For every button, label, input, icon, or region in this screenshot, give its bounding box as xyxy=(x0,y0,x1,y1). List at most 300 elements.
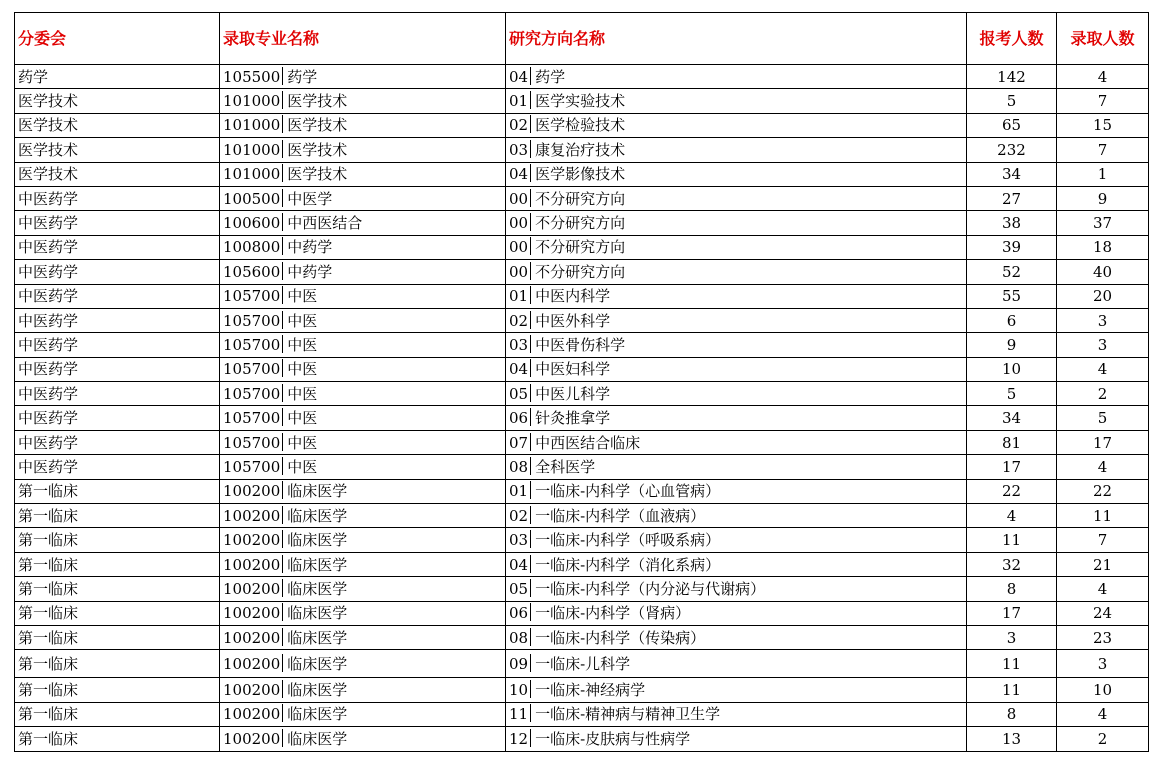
major-name: 中医 xyxy=(287,287,318,306)
applicants-cell: 10 xyxy=(967,357,1057,381)
direction-name: 中医妇科学 xyxy=(535,360,611,379)
admitted-cell: 10 xyxy=(1057,678,1149,702)
admitted-cell: 23 xyxy=(1057,625,1149,649)
header-major: 录取专业名称 xyxy=(220,13,506,65)
direction-code: 00 xyxy=(509,262,529,281)
committee-cell xyxy=(15,113,220,137)
committee-cell xyxy=(15,504,220,528)
major-code: 100200 xyxy=(223,681,281,700)
major-code: 100600 xyxy=(223,214,281,233)
applicants-cell: 13 xyxy=(967,727,1057,751)
major-cell xyxy=(220,138,506,162)
cell-divider xyxy=(282,457,283,475)
major-cell xyxy=(220,727,506,751)
table-row xyxy=(15,455,1149,479)
admitted-cell: 3 xyxy=(1057,308,1149,332)
major-cell xyxy=(220,284,506,308)
cell-divider xyxy=(530,704,531,722)
cell-divider xyxy=(530,359,531,377)
major-cell xyxy=(220,504,506,528)
major-code: 100200 xyxy=(223,628,281,647)
major-name: 中药学 xyxy=(287,238,333,257)
cell-divider xyxy=(530,530,531,548)
major-name: 医学技术 xyxy=(287,92,348,111)
committee-text: 第一临床 xyxy=(18,654,79,673)
major-code: 100500 xyxy=(223,189,281,208)
committee-text: 第一临床 xyxy=(18,628,79,647)
major-cell xyxy=(220,357,506,381)
committee-cell xyxy=(15,65,220,89)
direction-name: 康复治疗技术 xyxy=(535,140,626,159)
cell-divider xyxy=(530,680,531,698)
major-code: 100200 xyxy=(223,604,281,623)
direction-code: 08 xyxy=(509,628,529,647)
table-row xyxy=(15,113,1149,137)
committee-cell xyxy=(15,625,220,649)
applicants-cell: 55 xyxy=(967,284,1057,308)
committee-text: 中医药学 xyxy=(18,238,79,257)
direction-cell xyxy=(506,577,967,601)
direction-cell xyxy=(506,357,967,381)
cell-divider xyxy=(282,237,283,255)
major-cell xyxy=(220,650,506,678)
admitted-cell: 7 xyxy=(1057,138,1149,162)
direction-name: 医学实验技术 xyxy=(535,92,626,111)
direction-cell xyxy=(506,333,967,357)
committee-cell xyxy=(15,138,220,162)
major-name: 中医 xyxy=(287,409,318,428)
committee-text: 中医药学 xyxy=(18,409,79,428)
direction-code: 07 xyxy=(509,433,529,452)
table-row xyxy=(15,702,1149,726)
direction-name: 一临床-内科学（消化系病） xyxy=(535,555,721,574)
cell-divider xyxy=(530,481,531,499)
direction-code: 10 xyxy=(509,681,529,700)
major-code: 101000 xyxy=(223,140,281,159)
direction-name: 不分研究方向 xyxy=(535,238,626,257)
cell-divider xyxy=(282,555,283,573)
cell-divider xyxy=(282,628,283,646)
major-cell xyxy=(220,308,506,332)
cell-divider xyxy=(530,67,531,85)
direction-name: 一临床-神经病学 xyxy=(535,681,646,700)
direction-name: 一临床-内科学（心血管病） xyxy=(535,482,721,501)
direction-name: 一临床-内科学（内分泌与代谢病） xyxy=(535,579,766,598)
committee-cell xyxy=(15,235,220,259)
direction-code: 09 xyxy=(509,654,529,673)
major-cell xyxy=(220,702,506,726)
cell-divider xyxy=(282,530,283,548)
applicants-cell: 8 xyxy=(967,577,1057,601)
direction-cell xyxy=(506,702,967,726)
table-row xyxy=(15,504,1149,528)
committee-text: 药学 xyxy=(18,67,49,86)
direction-cell xyxy=(506,430,967,454)
direction-cell xyxy=(506,260,967,284)
cell-divider xyxy=(282,359,283,377)
applicants-cell: 5 xyxy=(967,382,1057,406)
major-name: 医学技术 xyxy=(287,140,348,159)
admitted-cell: 40 xyxy=(1057,260,1149,284)
major-code: 105700 xyxy=(223,311,281,330)
applicants-cell: 39 xyxy=(967,235,1057,259)
major-name: 临床医学 xyxy=(287,628,348,647)
major-name: 中医学 xyxy=(287,189,333,208)
major-cell xyxy=(220,211,506,235)
major-code: 100200 xyxy=(223,654,281,673)
direction-code: 04 xyxy=(509,360,529,379)
applicants-cell: 27 xyxy=(967,186,1057,210)
cell-divider xyxy=(282,164,283,182)
header-admitted: 录取人数 xyxy=(1057,13,1149,65)
header-committee: 分委会 xyxy=(15,13,220,65)
major-name: 医学技术 xyxy=(287,165,348,184)
cell-divider xyxy=(530,628,531,646)
direction-cell xyxy=(506,650,967,678)
applicants-cell: 4 xyxy=(967,504,1057,528)
admitted-cell: 1 xyxy=(1057,162,1149,186)
major-name: 临床医学 xyxy=(287,705,348,724)
cell-divider xyxy=(530,189,531,207)
admitted-cell: 4 xyxy=(1057,357,1149,381)
table-row xyxy=(15,186,1149,210)
committee-cell xyxy=(15,678,220,702)
committee-cell xyxy=(15,89,220,113)
cell-divider xyxy=(282,408,283,426)
direction-cell xyxy=(506,552,967,576)
committee-cell xyxy=(15,382,220,406)
admitted-cell: 17 xyxy=(1057,430,1149,454)
direction-name: 中医儿科学 xyxy=(535,384,611,403)
major-code: 105700 xyxy=(223,457,281,476)
admitted-cell: 4 xyxy=(1057,455,1149,479)
direction-cell xyxy=(506,186,967,210)
major-code: 105700 xyxy=(223,360,281,379)
major-code: 100800 xyxy=(223,238,281,257)
committee-cell xyxy=(15,308,220,332)
committee-cell xyxy=(15,284,220,308)
table-row xyxy=(15,601,1149,625)
admitted-cell: 3 xyxy=(1057,650,1149,678)
cell-divider xyxy=(530,433,531,451)
committee-cell xyxy=(15,650,220,678)
admissions-table xyxy=(14,12,1149,752)
cell-divider xyxy=(282,654,283,672)
table-row xyxy=(15,430,1149,454)
applicants-cell: 3 xyxy=(967,625,1057,649)
cell-divider xyxy=(530,335,531,353)
direction-code: 11 xyxy=(509,705,529,724)
direction-cell xyxy=(506,284,967,308)
direction-cell xyxy=(506,406,967,430)
committee-cell xyxy=(15,479,220,503)
direction-name: 药学 xyxy=(535,67,566,86)
applicants-cell: 9 xyxy=(967,333,1057,357)
table-row xyxy=(15,382,1149,406)
major-cell xyxy=(220,235,506,259)
major-cell xyxy=(220,382,506,406)
cell-divider xyxy=(282,91,283,109)
admitted-cell: 3 xyxy=(1057,333,1149,357)
major-code: 105700 xyxy=(223,409,281,428)
major-code: 105700 xyxy=(223,287,281,306)
committee-cell xyxy=(15,211,220,235)
applicants-cell: 8 xyxy=(967,702,1057,726)
cell-divider xyxy=(530,91,531,109)
direction-cell xyxy=(506,504,967,528)
major-name: 医学技术 xyxy=(287,116,348,135)
table-row xyxy=(15,65,1149,89)
committee-cell xyxy=(15,186,220,210)
direction-name: 中医内科学 xyxy=(535,287,611,306)
cell-divider xyxy=(530,408,531,426)
direction-code: 12 xyxy=(509,729,529,748)
direction-cell xyxy=(506,138,967,162)
direction-name: 中西医结合临床 xyxy=(535,433,641,452)
direction-cell xyxy=(506,601,967,625)
cell-divider xyxy=(530,384,531,402)
major-cell xyxy=(220,577,506,601)
major-code: 105700 xyxy=(223,384,281,403)
direction-code: 03 xyxy=(509,140,529,159)
table-row xyxy=(15,308,1149,332)
committee-text: 中医药学 xyxy=(18,335,79,354)
admitted-cell: 5 xyxy=(1057,406,1149,430)
applicants-cell: 22 xyxy=(967,479,1057,503)
cell-divider xyxy=(282,335,283,353)
major-name: 中医 xyxy=(287,384,318,403)
admitted-cell: 9 xyxy=(1057,186,1149,210)
committee-text: 中医药学 xyxy=(18,360,79,379)
direction-name: 一临床-内科学（传染病） xyxy=(535,628,706,647)
direction-code: 00 xyxy=(509,189,529,208)
major-cell xyxy=(220,552,506,576)
cell-divider xyxy=(530,555,531,573)
direction-code: 08 xyxy=(509,457,529,476)
committee-text: 第一临床 xyxy=(18,531,79,550)
applicants-cell: 52 xyxy=(967,260,1057,284)
direction-code: 04 xyxy=(509,555,529,574)
direction-name: 一临床-内科学（呼吸系病） xyxy=(535,531,721,550)
cell-divider xyxy=(530,729,531,747)
table-row xyxy=(15,528,1149,552)
table-row xyxy=(15,89,1149,113)
committee-text: 第一临床 xyxy=(18,506,79,525)
table-row xyxy=(15,406,1149,430)
direction-code: 06 xyxy=(509,409,529,428)
committee-text: 第一临床 xyxy=(18,729,79,748)
cell-divider xyxy=(282,213,283,231)
cell-divider xyxy=(282,579,283,597)
committee-text: 中医药学 xyxy=(18,262,79,281)
committee-cell xyxy=(15,260,220,284)
major-cell xyxy=(220,601,506,625)
direction-cell xyxy=(506,455,967,479)
committee-text: 中医药学 xyxy=(18,433,79,452)
committee-cell xyxy=(15,528,220,552)
major-name: 临床医学 xyxy=(287,531,348,550)
cell-divider xyxy=(282,115,283,133)
direction-name: 一临床-儿科学 xyxy=(535,654,631,673)
applicants-cell: 65 xyxy=(967,113,1057,137)
direction-cell xyxy=(506,727,967,751)
direction-name: 一临床-精神病与精神卫生学 xyxy=(535,705,721,724)
direction-cell xyxy=(506,162,967,186)
direction-cell xyxy=(506,308,967,332)
direction-name: 中医骨伤科学 xyxy=(535,335,626,354)
applicants-cell: 6 xyxy=(967,308,1057,332)
admitted-cell: 4 xyxy=(1057,577,1149,601)
committee-text: 医学技术 xyxy=(18,116,79,135)
major-name: 中医 xyxy=(287,311,318,330)
major-code: 101000 xyxy=(223,165,281,184)
admitted-cell: 15 xyxy=(1057,113,1149,137)
table-row xyxy=(15,650,1149,678)
cell-divider xyxy=(530,164,531,182)
committee-text: 第一临床 xyxy=(18,482,79,501)
cell-divider xyxy=(530,457,531,475)
direction-code: 05 xyxy=(509,579,529,598)
applicants-cell: 11 xyxy=(967,528,1057,552)
major-name: 临床医学 xyxy=(287,654,348,673)
cell-divider xyxy=(282,311,283,329)
direction-name: 一临床-内科学（肾病） xyxy=(535,604,691,623)
direction-cell xyxy=(506,89,967,113)
committee-text: 第一临床 xyxy=(18,681,79,700)
cell-divider xyxy=(530,654,531,672)
direction-cell xyxy=(506,479,967,503)
major-name: 临床医学 xyxy=(287,729,348,748)
direction-cell xyxy=(506,528,967,552)
cell-divider xyxy=(282,67,283,85)
committee-cell xyxy=(15,552,220,576)
major-name: 中医 xyxy=(287,457,318,476)
major-cell xyxy=(220,260,506,284)
table-row xyxy=(15,625,1149,649)
direction-code: 00 xyxy=(509,214,529,233)
admitted-cell: 11 xyxy=(1057,504,1149,528)
applicants-cell: 5 xyxy=(967,89,1057,113)
cell-divider xyxy=(282,729,283,747)
direction-code: 04 xyxy=(509,165,529,184)
table-row xyxy=(15,577,1149,601)
committee-cell xyxy=(15,162,220,186)
cell-divider xyxy=(530,115,531,133)
major-cell xyxy=(220,479,506,503)
major-name: 临床医学 xyxy=(287,506,348,525)
applicants-cell: 11 xyxy=(967,678,1057,702)
direction-cell xyxy=(506,235,967,259)
major-code: 105700 xyxy=(223,433,281,452)
applicants-cell: 17 xyxy=(967,455,1057,479)
major-cell xyxy=(220,430,506,454)
direction-code: 06 xyxy=(509,604,529,623)
table-row xyxy=(15,357,1149,381)
table-body xyxy=(15,65,1149,752)
table-row xyxy=(15,235,1149,259)
major-code: 101000 xyxy=(223,92,281,111)
major-name: 药学 xyxy=(287,67,318,86)
cell-divider xyxy=(282,680,283,698)
direction-cell xyxy=(506,65,967,89)
cell-divider xyxy=(282,506,283,524)
admitted-cell: 20 xyxy=(1057,284,1149,308)
applicants-cell: 232 xyxy=(967,138,1057,162)
table-row xyxy=(15,138,1149,162)
committee-cell xyxy=(15,333,220,357)
table-row xyxy=(15,678,1149,702)
direction-name: 针灸推拿学 xyxy=(535,409,611,428)
direction-name: 中医外科学 xyxy=(535,311,611,330)
admitted-cell: 7 xyxy=(1057,528,1149,552)
major-name: 中药学 xyxy=(287,262,333,281)
direction-name: 医学影像技术 xyxy=(535,165,626,184)
committee-text: 中医药学 xyxy=(18,457,79,476)
major-cell xyxy=(220,162,506,186)
cell-divider xyxy=(282,140,283,158)
cell-divider xyxy=(282,603,283,621)
major-cell xyxy=(220,113,506,137)
major-code: 105700 xyxy=(223,335,281,354)
direction-name: 不分研究方向 xyxy=(535,262,626,281)
cell-divider xyxy=(530,506,531,524)
cell-divider xyxy=(282,384,283,402)
major-cell xyxy=(220,678,506,702)
major-cell xyxy=(220,89,506,113)
cell-divider xyxy=(530,603,531,621)
major-name: 中医 xyxy=(287,335,318,354)
admitted-cell: 22 xyxy=(1057,479,1149,503)
direction-name: 一临床-内科学（血液病） xyxy=(535,506,706,525)
direction-cell xyxy=(506,211,967,235)
major-cell xyxy=(220,65,506,89)
direction-cell xyxy=(506,625,967,649)
table-row xyxy=(15,260,1149,284)
applicants-cell: 34 xyxy=(967,162,1057,186)
direction-name: 医学检验技术 xyxy=(535,116,626,135)
admitted-cell: 2 xyxy=(1057,727,1149,751)
major-name: 临床医学 xyxy=(287,579,348,598)
direction-cell xyxy=(506,113,967,137)
committee-text: 第一临床 xyxy=(18,579,79,598)
direction-name: 一临床-皮肤病与性病学 xyxy=(535,729,691,748)
major-code: 105500 xyxy=(223,67,281,86)
direction-cell xyxy=(506,382,967,406)
major-code: 100200 xyxy=(223,555,281,574)
admitted-cell: 37 xyxy=(1057,211,1149,235)
committee-text: 第一临床 xyxy=(18,555,79,574)
committee-cell xyxy=(15,430,220,454)
major-cell xyxy=(220,406,506,430)
direction-code: 01 xyxy=(509,92,529,111)
table-row xyxy=(15,727,1149,751)
committee-cell xyxy=(15,727,220,751)
major-code: 100200 xyxy=(223,729,281,748)
direction-code: 01 xyxy=(509,482,529,501)
direction-code: 02 xyxy=(509,116,529,135)
applicants-cell: 81 xyxy=(967,430,1057,454)
admitted-cell: 2 xyxy=(1057,382,1149,406)
major-name: 中西医结合 xyxy=(287,214,363,233)
major-name: 临床医学 xyxy=(287,681,348,700)
direction-code: 04 xyxy=(509,67,529,86)
major-name: 中医 xyxy=(287,360,318,379)
committee-cell xyxy=(15,357,220,381)
committee-text: 医学技术 xyxy=(18,165,79,184)
committee-text: 医学技术 xyxy=(18,92,79,111)
cell-divider xyxy=(530,579,531,597)
header-applicants: 报考人数 xyxy=(967,13,1057,65)
